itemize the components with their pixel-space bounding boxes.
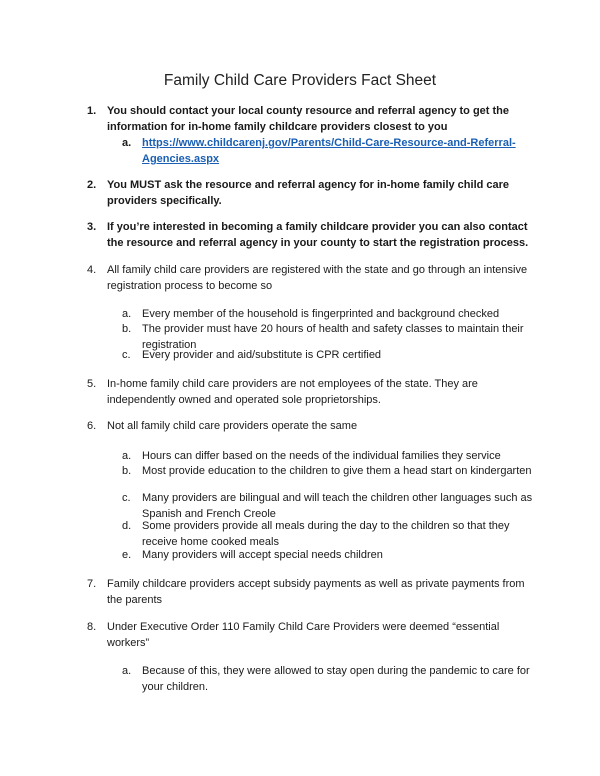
sub-item-text: The provider must have 20 hours of health and safety classes to maintain their registration [142,323,524,351]
list-number: 6. [87,420,97,432]
list-item-text: You MUST ask the resource and referral agency for in-home family child care providers specifically. [107,179,510,207]
sub-item-1a [122,136,542,167]
list-item-8 [87,620,537,651]
list-item-7 [87,577,537,608]
sub-item-6a [122,449,542,465]
sub-letter: a. [122,450,132,462]
sub-letter: c. [122,349,131,361]
sub-letter: b. [122,465,132,477]
sub-item-text: Many providers will accept special needs children [142,549,383,561]
sub-letter: a. [122,308,132,320]
list-number: 5. [87,378,97,390]
list-item-6 [87,419,537,435]
sub-item-text: Some providers provide all meals during the day to the children so that they receive home cooked meals [142,520,510,548]
sub-letter: d. [122,520,132,532]
sub-item-8a [122,664,542,695]
list-item-text: You should contact your local county resource and referral agency to get the information for in-home family childcare providers closest to you [107,105,509,133]
list-item-text: Not all family child care providers operate the same [107,420,358,432]
list-number: 1. [87,105,97,117]
resource-referral-link[interactable]: https://www.childcarenj.gov/Parents/Child-Care-Resource-and-Referral-Agencies.aspx [142,137,516,165]
sub-item-4c [122,348,542,364]
sub-item-text: Most provide education to the children to give them a head start on kindergarten [142,465,532,477]
sub-letter: e. [122,549,132,561]
list-item-text: All family child care providers are registered with the state and go through an intensive registration process to become so [107,264,528,292]
sub-item-text: Every provider and aid/substitute is CPR certified [142,349,382,361]
list-number: 3. [87,221,97,233]
sub-letter: a. [122,137,132,149]
list-item-2 [87,178,537,209]
list-item-5 [87,377,537,408]
list-item-text: In-home family child care providers are not employees of the state. They are independently owned and operated sole proprietorships. [107,378,478,406]
sub-letter: b. [122,323,132,335]
sub-item-6e [122,548,542,564]
sub-letter: c. [122,492,131,504]
list-number: 4. [87,264,97,276]
sub-item-6c [122,491,542,522]
sub-item-text: Every member of the household is fingerprinted and background checked [142,308,500,320]
list-item-1 [87,104,537,135]
sub-item-text: Hours can differ based on the needs of the individual families they service [142,450,501,462]
sub-item-text: Because of this, they were allowed to stay open during the pandemic to care for your children. [142,665,530,693]
list-item-text: Family childcare providers accept subsidy payments as well as private payments from the parents [107,578,525,606]
sub-item-4a [122,307,542,323]
list-item-4 [87,263,537,294]
list-item-text: Under Executive Order 110 Family Child Care Providers were deemed “essential workers” [107,621,500,649]
list-item-text: If you’re interested in becoming a family childcare provider you can also contact the resource and referral agency in your county to start the registration process. [107,221,529,249]
list-item-3 [87,220,537,251]
sub-item-6d [122,519,542,550]
page-title: Family Child Care Providers Fact Sheet [163,72,437,89]
sub-letter: a. [122,665,132,677]
sub-item-text: Many providers are bilingual and will teach the children other languages such as Spanish and French Creole [142,492,533,520]
list-number: 7. [87,578,97,590]
list-number: 8. [87,621,97,633]
list-number: 2. [87,179,97,191]
sub-item-6b [122,464,542,480]
